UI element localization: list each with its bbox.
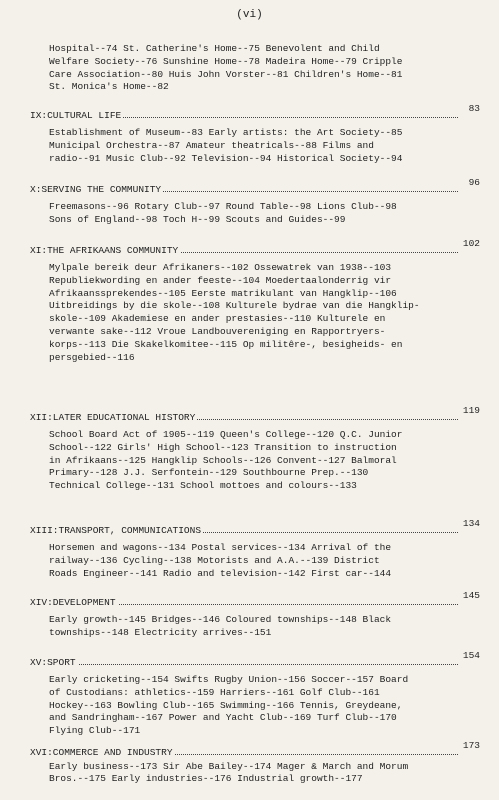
entry-line: in Afrikaans--125 Hangklip Schools--126 Convent--127 Balmoral	[49, 454, 397, 466]
entry-line: Mylpale bereik deur Afrikaners--102 Ossewatrek van 1938--103	[49, 262, 392, 273]
section-page: 119	[462, 405, 480, 416]
entry-line: St. Monica's Home--82	[49, 81, 169, 93]
section-heading	[30, 518, 480, 536]
section-title: XIII:TRANSPORT, COMMUNICATIONS	[30, 525, 202, 536]
section-page: 83	[468, 103, 480, 114]
section-page: 154	[462, 650, 480, 661]
entry-line: Republiekwording en ander feeste--104 Moedertaalonderrig vir	[49, 274, 392, 286]
entry-line: Early business--173 Sir Abe Bailey--174 Mager & March and Morum	[49, 761, 409, 772]
section-heading	[30, 177, 480, 195]
entry-line: Uitbreidings by die skole--108 Kulturele bydrae van die Hangklip-	[49, 300, 420, 312]
entry-line: Care Association--80 Huis John Vorster--81 Children's Home--81	[49, 68, 403, 80]
section-page: 145	[462, 590, 480, 601]
section-transport-communications	[30, 518, 480, 580]
entry-line: Sons of England--98 Toch H--99 Scouts and Guides--99	[49, 213, 346, 225]
page-number: (vi)	[236, 9, 263, 21]
entry-line: railway--136 Cycling--138 Motorists and A.A.--139 District	[49, 554, 380, 566]
entry-line: Freemasons--96 Rotary Club--97 Round Table--98 Lions Club--98	[49, 201, 397, 212]
section-heading	[30, 590, 480, 608]
section-sport	[30, 650, 480, 738]
entry-line: Bros.--175 Early industries--176 Industrial growth--177	[49, 773, 363, 784]
entry-line: persgebied--116	[49, 351, 135, 363]
entry-line: Afrikaanssprekendes--105 Eerste matrikulant van Hangklip--106	[49, 287, 397, 299]
section-heading	[30, 103, 480, 121]
section-page: 102	[462, 238, 480, 249]
entry-line: Early cricketing--154 Swifts Rugby Union--156 Soccer--157 Board	[49, 674, 409, 685]
section-commerce-industry	[30, 740, 480, 785]
entry-line: Establishment of Museum--83 Early artists: the Art Society--85	[49, 127, 403, 138]
entry-line: Welfare Society--76 Sunshine Home--78 Madeira Home--79 Cripple	[49, 55, 403, 67]
section-title: X:SERVING THE COMMUNITY	[30, 184, 162, 195]
section-page: 173	[462, 740, 480, 751]
entry-line: School Board Act of 1905--119 Queen's College--120 Q.C. Junior	[49, 429, 403, 440]
section-afrikaans-community	[30, 238, 480, 364]
section-later-educational-history	[30, 405, 480, 493]
section-page: 96	[468, 177, 480, 188]
entry-line: School--122 Girls' High School--123 Transition to instruction	[49, 441, 397, 453]
entry-line: Flying Club--171	[49, 725, 141, 737]
section-development	[30, 590, 480, 640]
section-heading	[30, 238, 480, 256]
section-page: 134	[462, 518, 480, 529]
entry-line: of Custodians: athletics--159 Harriers--161 Golf Club--161	[49, 686, 380, 698]
entry-line: Technical College--131 School mottoes and colours--133	[49, 480, 357, 492]
entry-line: townships--148 Electricity arrives--151	[49, 626, 272, 638]
entry-line: and Sandringham--167 Power and Yacht Club--169 Turf Club--170	[49, 712, 397, 724]
entry-line: Early growth--145 Bridges--146 Coloured townships--148 Black	[49, 614, 392, 625]
section-heading	[30, 650, 480, 668]
entry-line: Primary--128 J.J. Serfontein--129 Southbourne Prep.--130	[49, 467, 369, 479]
entry-line: Hockey--163 Bowling Club--165 Swimming--166 Tennis, Greydeane,	[49, 699, 403, 711]
entry-line: Horsemen and wagons--134 Postal services--134 Arrival of the	[49, 542, 392, 553]
section-heading	[30, 405, 480, 423]
entry-line: Municipal Orchestra--87 Amateur theatricals--88 Films and	[49, 139, 374, 151]
entry-line: radio--91 Music Club--92 Television--94 Historical Society--94	[49, 152, 403, 164]
entry-line: skole--109 Akademiese en ander prestasies--110 Kulturele en	[49, 313, 386, 325]
section-cultural-life	[30, 103, 480, 165]
section-title: XV:SPORT	[30, 657, 76, 668]
entry-line: verwante sake--112 Vroue Landbouvereniging en Rapportryers-	[49, 325, 386, 337]
entry-line: Roads Engineer--141 Radio and television--142 First car--144	[49, 567, 392, 579]
entry-line: Hospital--74 St. Catherine's Home--75 Benevolent and Child	[49, 43, 380, 54]
section-title: XVI:COMMERCE AND INDUSTRY	[30, 747, 173, 758]
section-title: XII:LATER EDUCATIONAL HISTORY	[30, 412, 196, 423]
section-heading	[30, 740, 480, 758]
section-title: XIV:DEVELOPMENT	[30, 597, 116, 608]
leader-dots	[30, 664, 458, 665]
section-title: IX:CULTURAL LIFE	[30, 110, 122, 121]
entry-line: korps--113 Die Skakelkomitee--115 Op militêre-, besigheids- en	[49, 338, 403, 350]
continuation-entries	[30, 43, 480, 94]
section-title: XI:THE AFRIKAANS COMMUNITY	[30, 245, 179, 256]
section-serving-community	[30, 177, 480, 227]
